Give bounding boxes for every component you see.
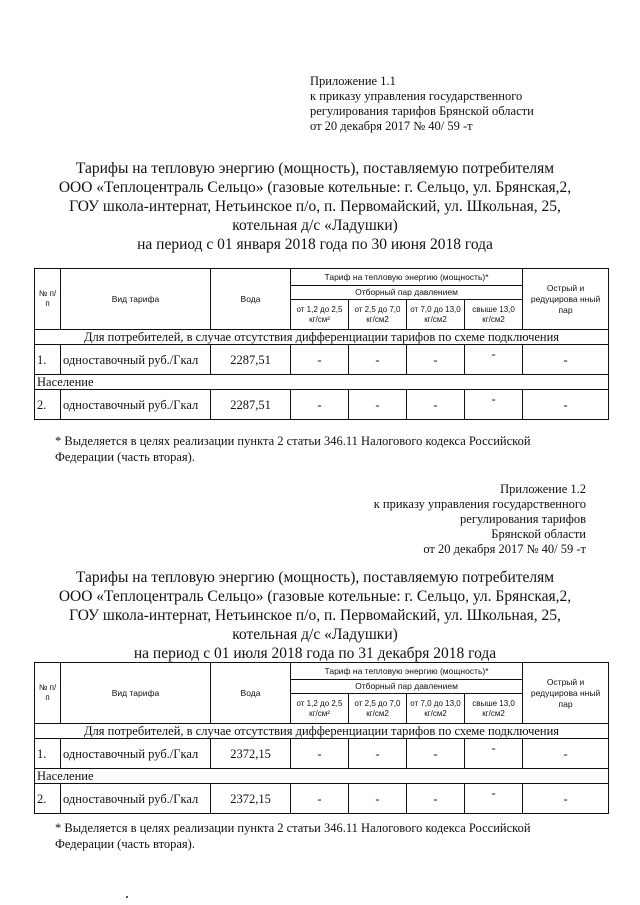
row-water-value: 2372,15 [211, 739, 291, 769]
population-row: Население [35, 375, 609, 390]
section-row: Для потребителей, в случае отсутствия дифференциации тарифов по схеме подключения [35, 330, 609, 345]
appendix-1-1-block [310, 74, 534, 134]
row-tariff-type: одноставочный руб./Гкал [61, 345, 211, 375]
scan-speck [126, 896, 128, 898]
header-num: № п/ п [35, 663, 61, 724]
row-num: 2. [35, 784, 61, 814]
title-line: ООО «Теплоцентраль Сельцо» (газовые котельные: г. Сельцо, ул. Брянская,2, [58, 588, 572, 605]
row-p3: - [407, 345, 465, 375]
title-line: на период с 01 января 2018 года по 30 июня 2018 года [137, 236, 493, 253]
header-sharp-steam: Острый и редуцирова нный пар [523, 663, 609, 724]
row-p1: - [291, 390, 349, 420]
row-p2: - [349, 345, 407, 375]
header-pressure-2: от 2,5 до 7,0 кг/см2 [349, 300, 407, 330]
appendix-line: к приказу управления государственного [373, 497, 586, 511]
row-p2: - [349, 784, 407, 814]
row-p4: - [491, 740, 496, 755]
title-line: котельная д/с «Ладушки) [232, 217, 398, 234]
row-p3: - [407, 784, 465, 814]
header-pressure-1: от 1,2 до 2,5 кг/см² [291, 694, 349, 724]
row-num: 1. [35, 739, 61, 769]
row-sharp: - [523, 345, 609, 375]
footnote-2: * Выделяется в целях реализации пункта 2 статьи 346.11 Налогового кодекса Российской Федерации (часть вторая). [55, 821, 531, 851]
row-p3: - [407, 390, 465, 420]
row-water-value: 2287,51 [211, 345, 291, 375]
title-line: ГОУ школа-интернат, Нетьинское п/о, п. Первомайский, ул. Школьная, 25, [69, 607, 561, 624]
header-water: Вода [211, 269, 291, 330]
header-pressure-3: от 7,0 до 13,0 кг/см2 [407, 694, 465, 724]
appendix-1-2-block [374, 482, 586, 557]
appendix-line: к приказу управления государственного [310, 89, 523, 103]
header-pressure-3: от 7,0 до 13,0 кг/см2 [407, 300, 465, 330]
row-sharp: - [523, 784, 609, 814]
tariff-title-1 [30, 159, 600, 254]
table-row [35, 739, 609, 769]
appendix-line: регулирования тарифов Брянской области [310, 104, 534, 118]
row-p1: - [291, 345, 349, 375]
row-p1: - [291, 784, 349, 814]
row-p4: - [491, 785, 496, 800]
appendix-line: Приложение 1.1 [310, 74, 396, 88]
row-water-value: 2287,51 [211, 390, 291, 420]
header-pressure-2: от 2,5 до 7,0 кг/см2 [349, 694, 407, 724]
row-tariff-type: одноставочный руб./Гкал [61, 784, 211, 814]
header-water: Вода [211, 663, 291, 724]
header-steam-group: Отборный пар давлением [291, 286, 523, 300]
title-line: котельная д/с «Ладушки) [232, 626, 398, 643]
table-row [35, 345, 609, 375]
title-line: ГОУ школа-интернат, Нетьинское п/о, п. Первомайский, ул. Школьная, 25, [69, 198, 561, 215]
row-num: 1. [35, 345, 61, 375]
row-water-value: 2372,15 [211, 784, 291, 814]
header-pressure-1: от 1,2 до 2,5 кг/см² [291, 300, 349, 330]
appendix-line: Брянской области [491, 527, 586, 541]
appendix-line: регулирования тарифов [460, 512, 586, 526]
appendix-line: Приложение 1.2 [500, 482, 586, 496]
title-line: Тарифы на тепловую энергию (мощность), поставляемую потребителям [75, 569, 555, 586]
population-row: Население [35, 769, 609, 784]
header-tariff-group: Тариф на тепловую энергию (мощность)* [291, 663, 523, 680]
row-num: 2. [35, 390, 61, 420]
row-tariff-type: одноставочный руб./Гкал [61, 390, 211, 420]
row-p4: - [491, 346, 496, 361]
row-sharp: - [523, 739, 609, 769]
header-tariff-type: Вид тарифа [61, 269, 211, 330]
header-steam-group: Отборный пар давлением [291, 680, 523, 694]
table-row [35, 784, 609, 814]
row-p2: - [349, 739, 407, 769]
appendix-line: от 20 декабря 2017 № 40/ 59 -т [423, 542, 586, 556]
header-pressure-4: свыше 13,0 кг/см2 [465, 300, 523, 330]
row-p1: - [291, 739, 349, 769]
table-row [35, 390, 609, 420]
footnote-1: * Выделяется в целях реализации пункта 2 статьи 346.11 Налогового кодекса Российской Федерации (часть вторая). [55, 434, 531, 464]
row-tariff-type: одноставочный руб./Гкал [61, 739, 211, 769]
row-p2: - [349, 390, 407, 420]
header-tariff-type: Вид тарифа [61, 663, 211, 724]
header-num: № п/ п [35, 269, 61, 330]
row-p3: - [407, 739, 465, 769]
row-sharp: - [523, 390, 609, 420]
header-tariff-group: Тариф на тепловую энергию (мощность)* [291, 269, 523, 286]
tariff-table-1 [34, 268, 609, 420]
tariff-table-2 [34, 662, 609, 814]
title-line: на период с 01 июля 2018 года по 31 декабря 2018 года [133, 645, 497, 662]
header-pressure-4: свыше 13,0 кг/см2 [465, 694, 523, 724]
section-row: Для потребителей, в случае отсутствия дифференциации тарифов по схеме подключения [35, 724, 609, 739]
title-line: ООО «Теплоцентраль Сельцо» (газовые котельные: г. Сельцо, ул. Брянская,2, [58, 179, 572, 196]
tariff-title-2 [30, 568, 600, 663]
appendix-line: от 20 декабря 2017 № 40/ 59 -т [310, 119, 473, 133]
row-p4: - [491, 391, 496, 406]
title-line: Тарифы на тепловую энергию (мощность), поставляемую потребителям [75, 160, 555, 177]
header-sharp-steam: Острый и редуцирова нный пар [523, 269, 609, 330]
